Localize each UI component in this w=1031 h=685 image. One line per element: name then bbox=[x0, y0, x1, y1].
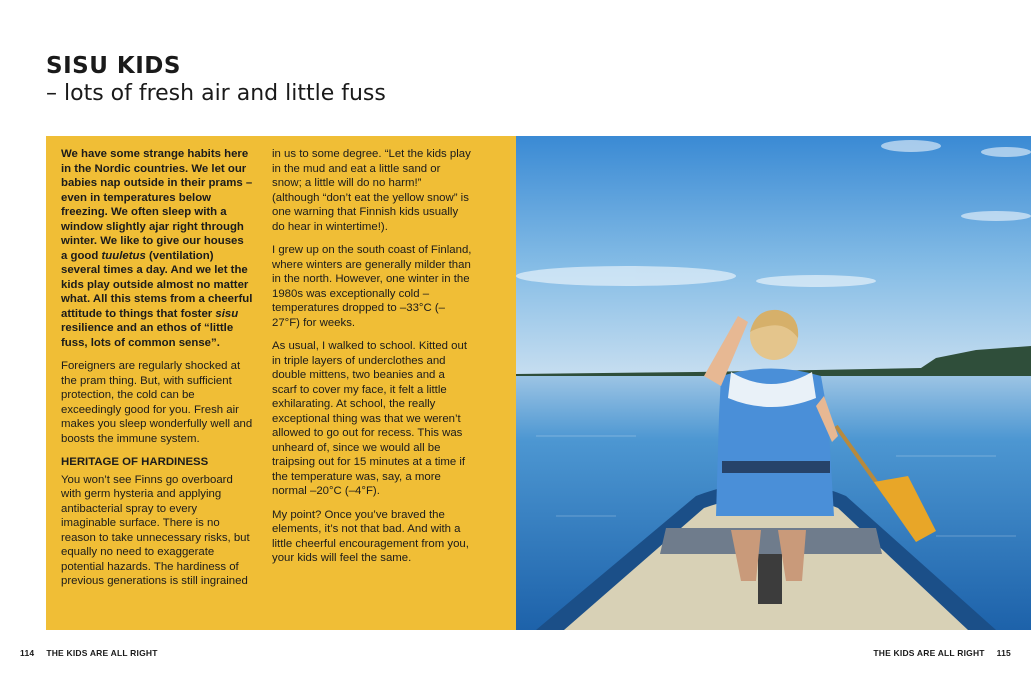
page-number-left: 114 bbox=[20, 648, 35, 658]
term-tuuletus: tuuletus bbox=[101, 249, 146, 262]
paragraph-school: As usual, I walked to school. Kitted out in triple layers of underclothes and double mittens, two beanies and a scarf to cover my face, it felt a little exhilarating. At school, the really exceptional thing was that we weren’t allowed to go out for recess. This was unheard of, since we would all be traipsing out for 15 minutes at a time if the temperature was, say, a more normal –20°C (–4°F). bbox=[272, 340, 468, 497]
text-column-left bbox=[61, 147, 253, 598]
paragraph-foreigners: Foreigners are regularly shocked at the pram thing. But, with sufficient protection, the cold can be exceedingly good for you. Fresh air makes you sleep wonderfully well and boosts the immune system. bbox=[61, 360, 253, 445]
paragraph-south-coast: I grew up on the south coast of Finland, where winters are generally milder than in the north. However, one winter in the 1980s was exceptionally cold – temperatures dropped to –33°C (–27°F) for weeks. bbox=[272, 244, 472, 329]
page-number-right: 115 bbox=[996, 648, 1011, 658]
intro-paragraph: We have some strange habits here in the Nordic countries. We let our babies nap outside in their prams – even in temperatures below freezing. We often sleep with a window slightly ajar right through winter. We like to give our houses a good tuuletus (ventilation) several times a day. And we let the kids play outside almost no matter what. All this stems from a cheerful attitude to things that foster sisu resilience and an ethos of “little fuss, lots of common sense”. bbox=[61, 148, 253, 349]
section-heading-heritage: HERITAGE OF HARDINESS bbox=[61, 456, 209, 468]
text-panel bbox=[46, 136, 516, 630]
paragraph-heritage: You won’t see Finns go overboard with germ hysteria and applying antibacterial spray to every imaginable surface. There is no reason to take unnecessary risks, but equally no need to exaggerate potential hazards. The hardiness of previous generations is still ingrained bbox=[61, 473, 250, 587]
running-title-right: THE KIDS ARE ALL RIGHT bbox=[873, 648, 985, 658]
footer-right bbox=[873, 648, 1011, 658]
vest-strap bbox=[722, 461, 830, 473]
seat-support bbox=[758, 554, 782, 604]
text-column-right bbox=[272, 147, 472, 575]
page-title: SISU KIDS bbox=[46, 53, 181, 79]
canoe-seat bbox=[660, 528, 882, 554]
photo-boy-canoe-lake bbox=[516, 136, 1031, 630]
paragraph-continue: in us to some degree. “Let the kids play in the mud and eat a little sand or snow; a little will do no harm!” (although “don’t eat the yellow snow” is one warning that Finnish kids usually do hear in wintertime!). bbox=[272, 148, 471, 233]
footer-left bbox=[20, 648, 158, 658]
page-subtitle: – lots of fresh air and little fuss bbox=[46, 81, 386, 106]
paragraph-point: My point? Once you’ve braved the elements, it’s not that bad. And with a little cheerful encouragement from you, your kids will feel the same. bbox=[272, 508, 469, 564]
running-title-left: THE KIDS ARE ALL RIGHT bbox=[46, 648, 158, 658]
term-sisu: sisu bbox=[215, 307, 239, 320]
